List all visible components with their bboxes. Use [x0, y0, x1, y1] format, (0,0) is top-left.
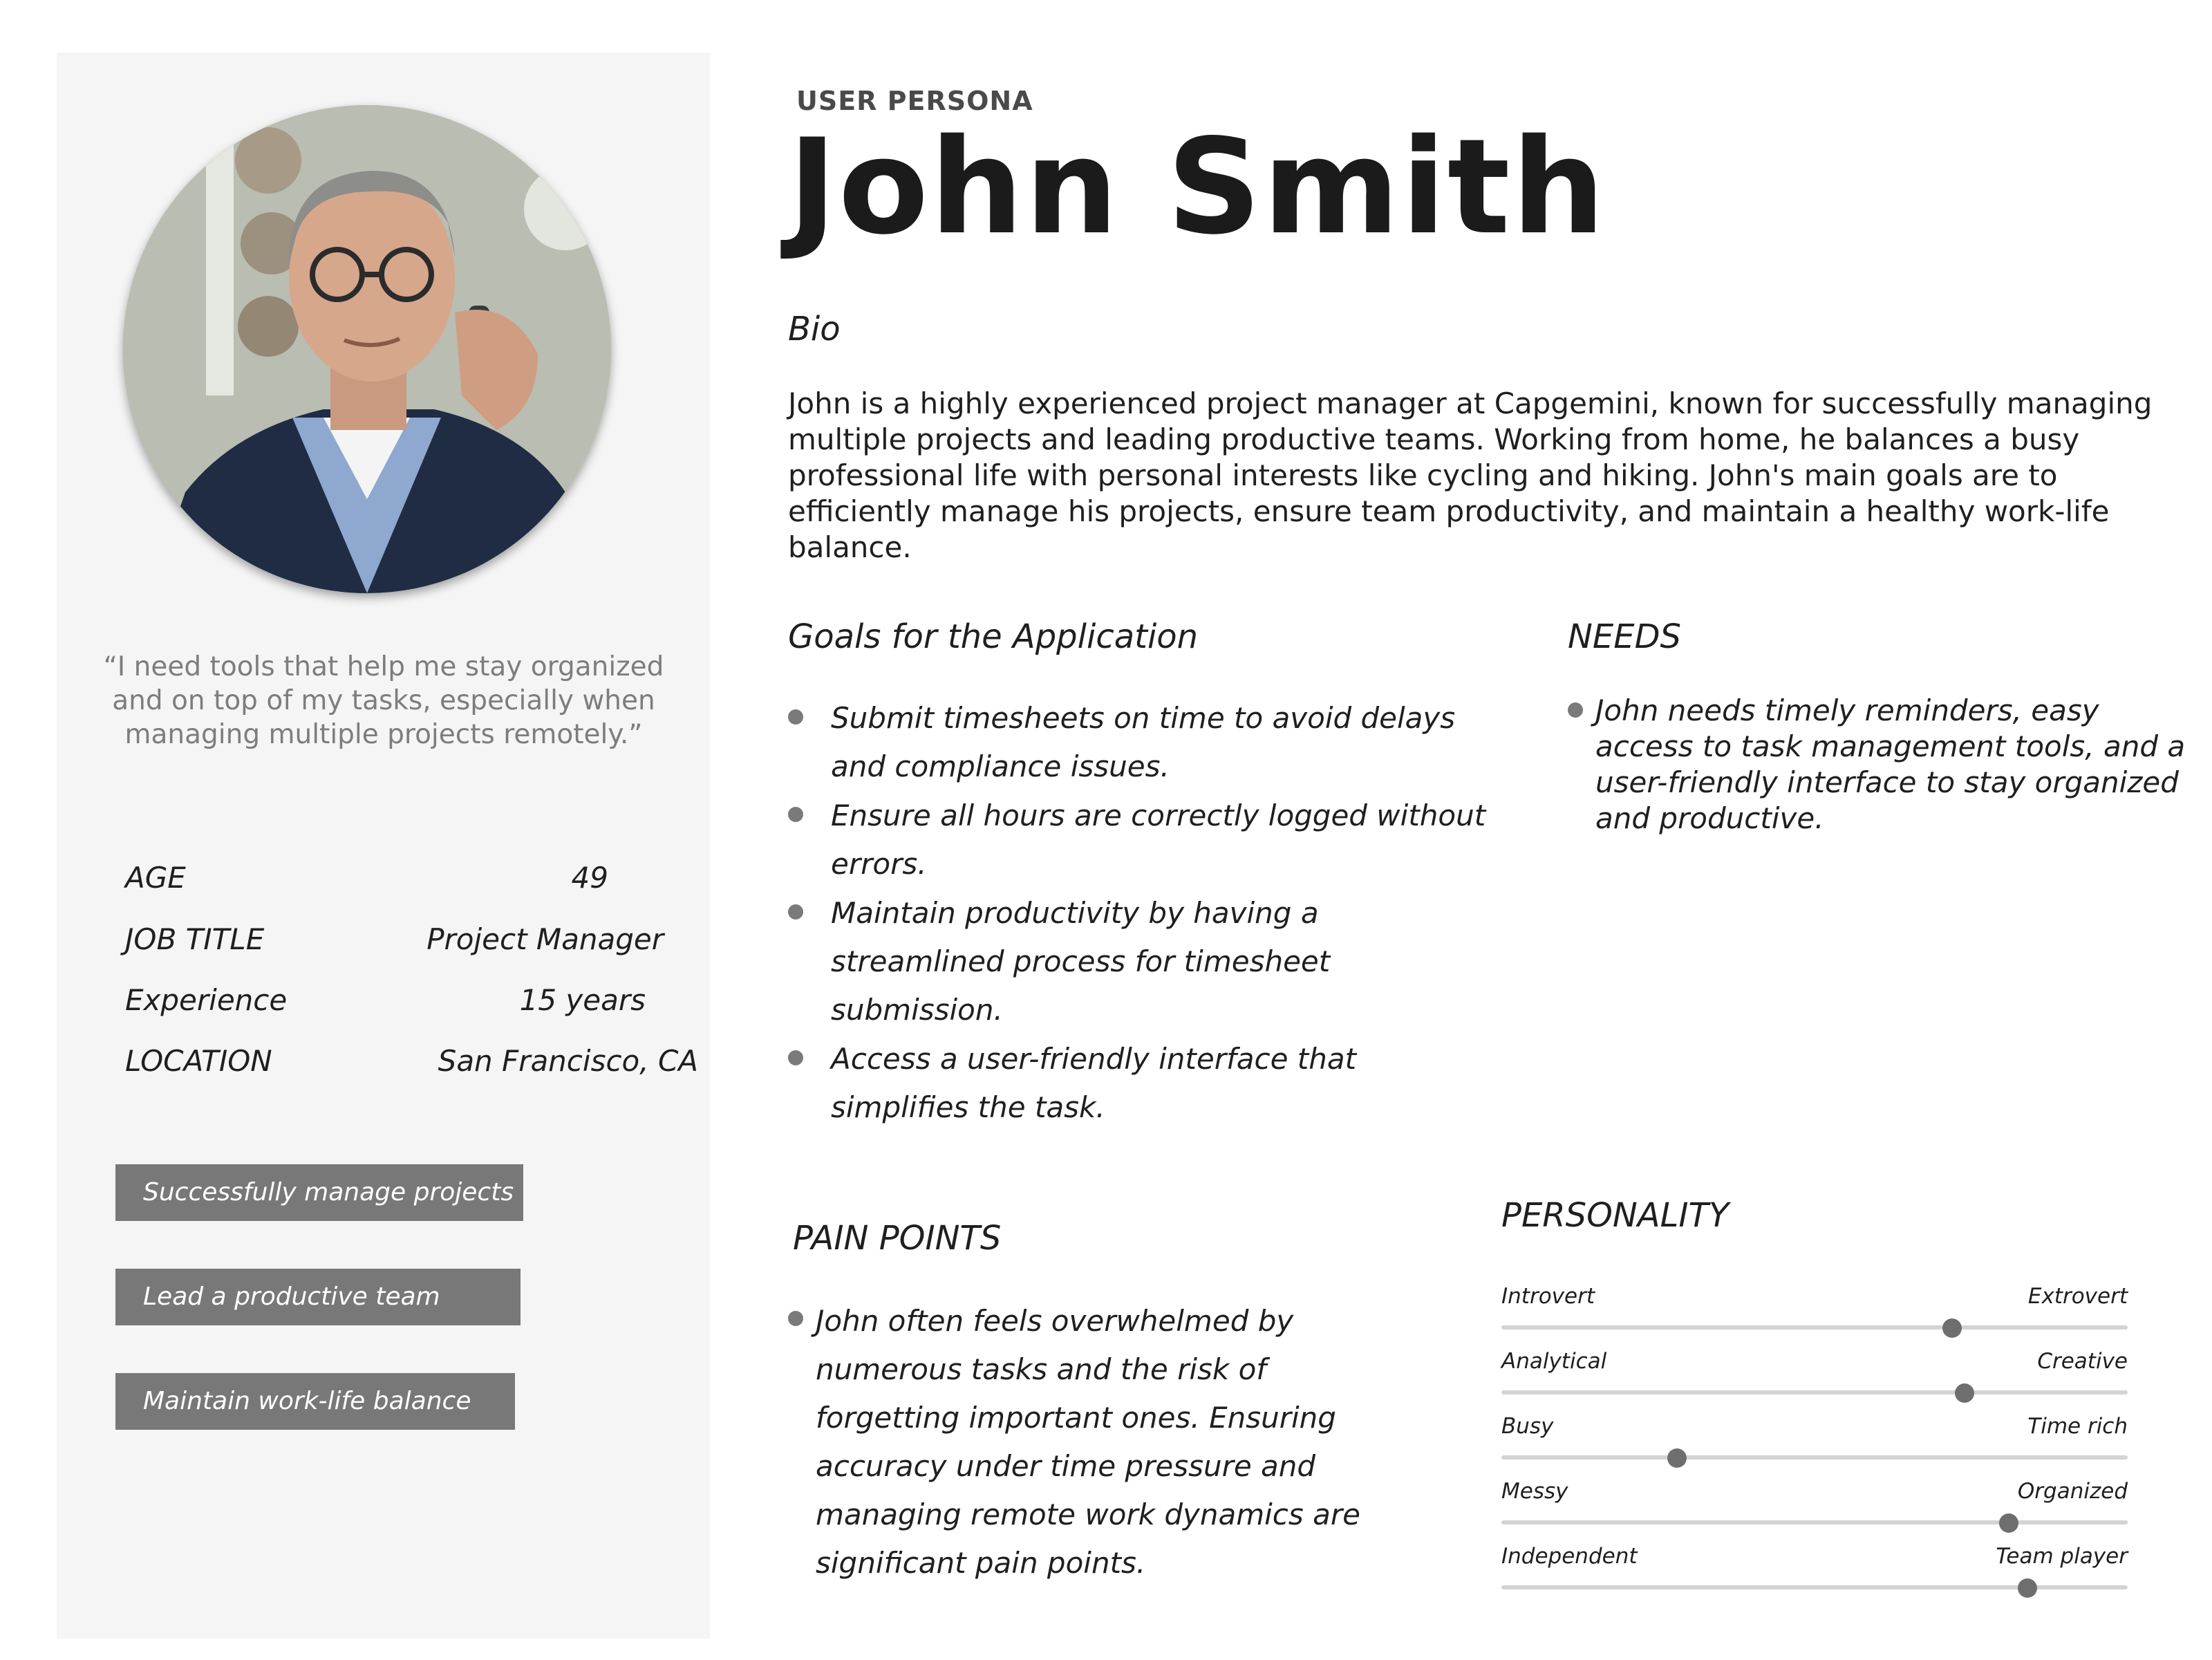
slider-track	[1501, 1390, 2128, 1395]
info-label-location: LOCATION	[125, 1044, 272, 1078]
info-value-experience: 15 years	[519, 983, 646, 1017]
bullet-icon	[788, 709, 803, 725]
slider-track	[1501, 1455, 2128, 1460]
info-label-experience: Experience	[125, 983, 288, 1017]
goal-tag: Successfully manage projects	[115, 1164, 523, 1221]
goal-text: Ensure all hours are correctly logged without errors.	[831, 799, 1486, 881]
trait-right-label: Creative	[2037, 1349, 2128, 1374]
trait-right-label: Extrovert	[2027, 1284, 2128, 1309]
bullet-icon	[788, 904, 803, 920]
need-item	[1595, 693, 2190, 837]
bio-heading: Bio	[788, 310, 841, 348]
goal-text: Submit timesheets on time to avoid delays and compliance issues.	[831, 701, 1456, 783]
slider-knob	[1942, 1318, 1962, 1338]
bullet-icon	[788, 1050, 803, 1065]
pain-point-item	[816, 1297, 1417, 1587]
personality-slider	[1501, 1414, 2128, 1479]
personality-slider	[1501, 1479, 2128, 1544]
trait-right-label: Time rich	[2027, 1414, 2128, 1439]
bullet-icon	[1568, 702, 1583, 718]
bio-text: John is a highly experienced project manager at Capgemini, known for successfully managing multiple projects and leading productive teams. Working from home, he balances a busy professional life with personal interests like cycling and hiking. John's main goals are to efficiently manage his projects, ensure team productivity, and maintain a healthy work-life balance.	[788, 386, 2153, 564]
slider-knob	[1955, 1383, 1974, 1403]
trait-left-label: Analytical	[1501, 1349, 1607, 1374]
goal-item	[831, 694, 1498, 791]
pain-points-list	[816, 1297, 1417, 1587]
goals-list	[831, 694, 1498, 1132]
needs-list	[1595, 693, 2190, 837]
bullet-icon	[788, 807, 803, 822]
profile-photo	[123, 105, 611, 593]
info-label-job-title: JOB TITLE	[125, 922, 265, 956]
slider-knob	[1999, 1513, 2018, 1533]
info-label-age: AGE	[125, 861, 186, 895]
info-value-age: 49	[571, 861, 608, 895]
needs-heading: NEEDS	[1568, 617, 1681, 656]
trait-left-label: Messy	[1501, 1479, 1568, 1504]
goal-tag: Maintain work-life balance	[115, 1373, 515, 1430]
info-value-job-title: Project Manager	[427, 922, 664, 956]
slider-track	[1501, 1520, 2128, 1524]
goal-item	[831, 792, 1498, 888]
trait-right-label: Team player	[1996, 1544, 2128, 1569]
persona-name: John Smith	[788, 111, 1606, 263]
pain-point-text: John often feels overwhelmed by numerous tasks and the risk of forgetting important ones. Ensuring accuracy under time pressure and managing remote work dynamics are significant pain points.	[816, 1304, 1360, 1580]
personality-slider	[1501, 1284, 2128, 1349]
goal-item	[831, 1035, 1498, 1132]
info-value-location: San Francisco, CA	[438, 1044, 698, 1078]
goal-text: Maintain productivity by having a streamlined process for timesheet submission.	[831, 896, 1331, 1027]
pain-points-heading: PAIN POINTS	[793, 1219, 1002, 1258]
personality-slider	[1501, 1544, 2128, 1609]
slider-knob	[1667, 1448, 1687, 1468]
persona-eyebrow: USER PERSONA	[796, 86, 1033, 116]
trait-left-label: Introvert	[1501, 1284, 1595, 1309]
goal-text: Access a user-friendly interface that simplifies the task.	[831, 1042, 1357, 1124]
need-text: John needs timely reminders, easy access to task management tools, and a user-friendly interface to stay organized and productive.	[1595, 693, 2186, 835]
slider-knob	[2018, 1578, 2037, 1598]
personality-slider	[1501, 1349, 2128, 1414]
goal-item	[831, 889, 1498, 1034]
trait-left-label: Busy	[1501, 1414, 1554, 1439]
persona-quote: “I need tools that help me stay organized and on top of my tasks, especially when managing multiple projects remotely.”	[103, 651, 664, 750]
trait-right-label: Organized	[2017, 1479, 2128, 1504]
trait-left-label: Independent	[1501, 1544, 1638, 1569]
bullet-icon	[788, 1311, 803, 1326]
goal-tag: Lead a productive team	[115, 1269, 521, 1325]
personality-heading: PERSONALITY	[1501, 1196, 1730, 1235]
profile-photo-illustration	[123, 105, 611, 593]
goals-heading: Goals for the Application	[788, 617, 1199, 656]
slider-track	[1501, 1325, 2128, 1330]
